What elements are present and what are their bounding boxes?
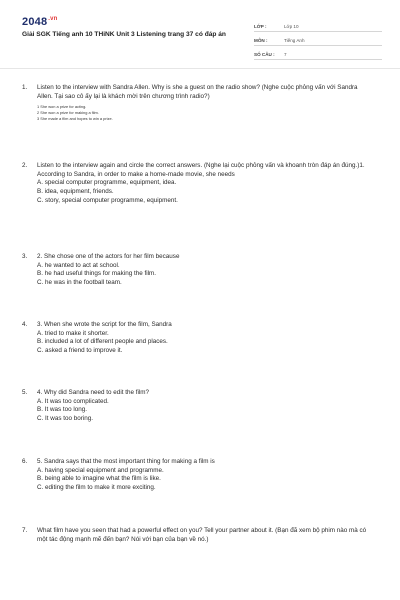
question-text: 2. She chose one of the actors for her film because: [37, 253, 180, 260]
question-text: Listen to the interview with Sandra Allen. Why is she a guest on the radio show? (Nghe cuộc phỏng vấn với Sandra Allen. Tại sao cô ấy lại là khách mời trên chương trình radio?): [37, 84, 358, 100]
question-2: [22, 162, 368, 206]
question-number: 3.: [22, 253, 28, 260]
option-a: A. special computer programme, equipment, idea.: [37, 179, 177, 187]
question-6: [22, 458, 368, 493]
option-3: 3 She made a film and hopes to win a prize.: [37, 116, 113, 122]
question-text: Listen to the interview again and circle the correct answers. (Nghe lại cuộc phỏng vấn và khoanh tròn đáp án đúng.)1. According to Sandra, in order to make a home-made movie, she needs: [37, 162, 365, 178]
question-number: 5.: [22, 389, 28, 396]
site-logo[interactable]: [22, 16, 58, 28]
option-c: C. It was too boring.: [37, 415, 93, 423]
meta-key: MÔN :: [254, 38, 268, 43]
question-7: [22, 527, 368, 544]
option-c: C. asked a friend to improve it.: [37, 347, 123, 355]
question-number: 2.: [22, 162, 28, 169]
option-b: B. idea, equipment, friends.: [37, 188, 114, 196]
page-header: [22, 16, 382, 70]
question-5: [22, 389, 368, 424]
question-number: 4.: [22, 321, 28, 328]
question-text: 5. Sandra says that the most important thing for making a film is: [37, 458, 215, 465]
question-text: What film have you seen that had a powerful effect on you? Tell your partner about it. (Bạn đã xem bộ phim nào mà có một tác động mạnh mẽ đến bạn? Nói với bạn của bạn về nó.): [37, 527, 367, 543]
question-text: 3. When she wrote the script for the film, Sandra: [37, 321, 172, 328]
question-number: 1.: [22, 84, 28, 91]
document-title: Giải SGK Tiếng anh 10 THiNK Unit 3 Listening trang 37 có đáp án: [22, 31, 226, 38]
option-a: A. he wanted to act at school.: [37, 261, 120, 269]
meta-value: Lớp 10: [284, 24, 299, 29]
option-b: B. It was too long.: [37, 406, 88, 414]
option-b: B. he had useful things for making the film.: [37, 270, 157, 278]
meta-panel: [254, 18, 382, 60]
option-2: 2 She won a prize for making a film.: [37, 110, 99, 116]
question-text: 4. Why did Sandra need to edit the film?: [37, 389, 150, 396]
option-a: A. It was too complicated.: [37, 397, 109, 405]
logo-text: 2048: [22, 16, 48, 28]
option-b: B. being able to imagine what the film is like.: [37, 475, 161, 483]
question-4: [22, 321, 368, 356]
question-3: [22, 253, 368, 288]
meta-row-subject: [254, 32, 382, 46]
option-a: A. having special equipment and programme.: [37, 466, 164, 474]
logo-suffix: .vn: [48, 16, 58, 22]
option-b: B. included a lot of different people and places.: [37, 338, 168, 346]
option-c: C. he was in the football team.: [37, 279, 122, 287]
option-a: A. tried to make it shorter.: [37, 329, 109, 337]
option-c: C. story, special computer programme, equipment.: [37, 196, 178, 204]
header-divider: [0, 68, 400, 69]
meta-value: Tiếng Anh: [284, 38, 305, 43]
meta-row-count: [254, 46, 382, 60]
meta-key: LỚP :: [254, 24, 267, 29]
question-1: [22, 84, 368, 122]
question-number: 6.: [22, 458, 28, 465]
meta-value: 7: [284, 52, 287, 57]
meta-key: SỐ CÂU :: [254, 52, 275, 57]
option-1: 1 She won a prize for acting.: [37, 104, 87, 110]
option-c: C. editing the film to make it more exciting.: [37, 484, 156, 492]
meta-row-class: [254, 18, 382, 32]
question-number: 7.: [22, 527, 28, 534]
answer-options: [37, 104, 368, 122]
